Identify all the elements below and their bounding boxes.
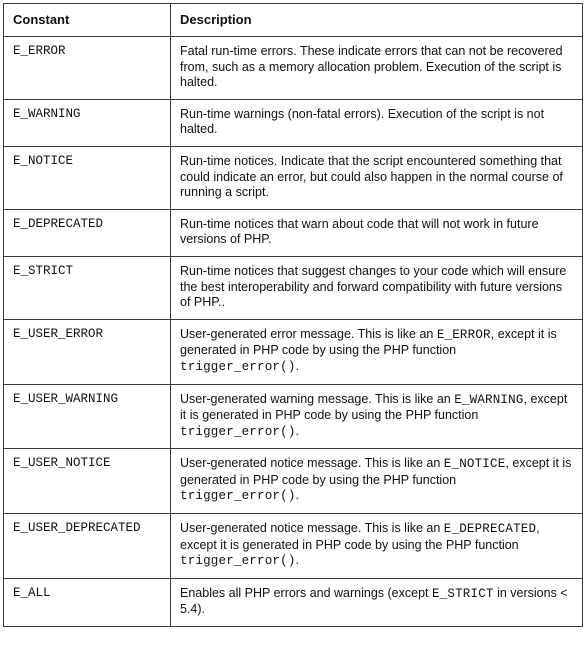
code-term: trigger_error() [180, 424, 296, 439]
description-cell [171, 384, 583, 449]
code-term: trigger_error() [180, 359, 296, 374]
description-cell [171, 514, 583, 579]
description-cell [171, 319, 583, 384]
table-body [4, 37, 583, 627]
description-text: User-generated error message. This is like an [180, 326, 437, 341]
description-text: . [295, 488, 300, 503]
table-row [4, 384, 583, 449]
constant-cell: E_STRICT [4, 256, 171, 319]
description-cell [171, 209, 583, 256]
description-text: Run-time notices that suggest changes to your code which will ensure the best interoperability and forward compatibility with future versions of PHP.. [180, 263, 567, 310]
table-row [4, 146, 583, 209]
constant-cell: E_DEPRECATED [4, 209, 171, 256]
constant-cell: E_NOTICE [4, 146, 171, 209]
description-cell [171, 99, 583, 146]
description-text: Run-time notices. Indicate that the script encountered something that could indicate an error, but could also happen in the normal course of running a script. [180, 153, 563, 200]
table-row [4, 99, 583, 146]
table-row [4, 209, 583, 256]
table-row [4, 256, 583, 319]
code-term: E_STRICT [431, 586, 494, 601]
description-cell [171, 37, 583, 100]
description-text: . [295, 423, 300, 438]
code-term: trigger_error() [180, 489, 296, 504]
column-header-constant: Constant [4, 4, 171, 37]
description-text: . [295, 553, 300, 568]
description-text: , except it is generated in PHP code by using the PHP function [180, 326, 557, 358]
description-text: , except it is generated in PHP code by using the PHP function [180, 391, 568, 423]
constant-cell: E_ERROR [4, 37, 171, 100]
column-header-description: Description [171, 4, 583, 37]
description-text: User-generated notice message. This is like an [180, 456, 444, 471]
description-text: . [295, 358, 300, 373]
table-row [4, 578, 583, 626]
code-term: E_ERROR [436, 327, 491, 342]
description-text: in versions < 5.4). [180, 585, 568, 617]
description-text: Enables all PHP errors and warnings (except [180, 585, 432, 600]
code-term: trigger_error() [180, 554, 296, 569]
code-term: E_DEPRECATED [443, 522, 537, 537]
constant-cell: E_USER_DEPRECATED [4, 514, 171, 579]
description-cell [171, 578, 583, 626]
constant-cell: E_USER_NOTICE [4, 449, 171, 514]
table-row [4, 319, 583, 384]
constant-cell: E_USER_ERROR [4, 319, 171, 384]
header-row [4, 4, 583, 37]
description-text: , except it is generated in PHP code by using the PHP function [180, 521, 540, 552]
description-cell [171, 256, 583, 319]
code-term: E_WARNING [454, 392, 524, 407]
table-row [4, 449, 583, 514]
description-text: User-generated warning message. This is like an [180, 391, 455, 406]
constant-cell: E_ALL [4, 578, 171, 626]
constant-cell: E_USER_WARNING [4, 384, 171, 449]
description-text: User-generated notice message. This is like an [180, 521, 444, 536]
description-cell [171, 146, 583, 209]
table-row [4, 514, 583, 579]
constant-cell: E_WARNING [4, 99, 171, 146]
error-constants-table [3, 3, 583, 627]
description-text: , except it is generated in PHP code by using the PHP function [180, 456, 572, 487]
code-term: E_NOTICE [443, 457, 506, 472]
description-text: Run-time warnings (non-fatal errors). Execution of the script is not halted. [180, 106, 545, 137]
description-text: Fatal run-time errors. These indicate errors that can not be recovered from, such as a memory allocation problem. Execution of the script is halted. [180, 44, 563, 90]
description-text: Run-time notices that warn about code that will not work in future versions of PHP. [180, 216, 539, 247]
table-row [4, 37, 583, 100]
description-cell [171, 449, 583, 514]
